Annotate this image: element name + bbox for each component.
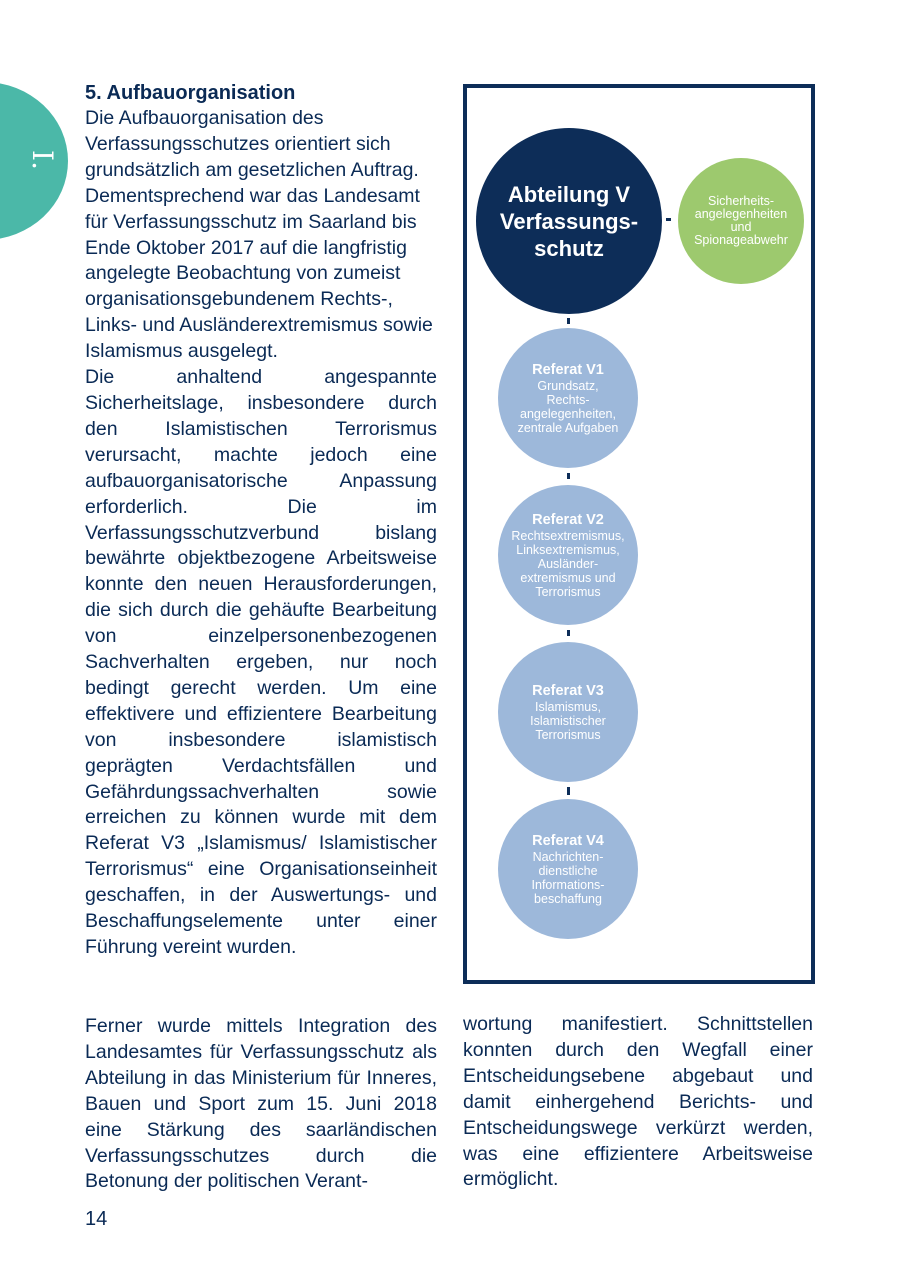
department-line-2: Verfassungs-: [499, 208, 639, 234]
staff-unit-circle: [678, 158, 804, 284]
unit-title-v3: Referat V3: [532, 682, 604, 699]
unit-line: Terrorismus: [535, 727, 601, 742]
page-number: 14: [85, 1208, 108, 1230]
unit-line: Informations-: [531, 877, 605, 892]
unit-line: dienstliche: [538, 863, 598, 878]
connector-v1: [567, 318, 570, 324]
unit-title-v2: Referat V2: [532, 511, 604, 528]
staff-unit-line-1: Sicherheits-: [708, 194, 774, 208]
unit-line: angelegenheiten,: [520, 406, 616, 421]
unit-line: Grundsatz,: [537, 378, 599, 393]
staff-unit-line-3: und: [730, 220, 752, 234]
connector-v3: [567, 630, 570, 636]
staff-unit-line-4: Spionageabwehr: [694, 233, 788, 247]
bottom-left-column: [85, 1014, 437, 1195]
main-text-column: [85, 80, 437, 961]
bottom-right-column: [463, 1012, 813, 1193]
department-line-3: schutz: [534, 235, 604, 261]
unit-line: zentrale Aufgaben: [517, 420, 619, 435]
unit-title-v1: Referat V1: [532, 361, 604, 378]
connector-v4: [567, 787, 570, 795]
unit-line: Islamismus,: [535, 699, 601, 714]
unit-title-v4: Referat V4: [532, 832, 604, 849]
connector-v2: [567, 473, 570, 479]
unit-line: Ausländer-: [537, 556, 599, 571]
section-heading: 5. Aufbauorganisation: [85, 82, 296, 104]
unit-line: Terrorismus: [535, 584, 601, 599]
section-tab-label: I.: [26, 150, 59, 170]
unit-line: Rechts-: [546, 392, 590, 407]
unit-circle-v4: [498, 799, 638, 939]
unit-line: Nachrichten-: [532, 849, 604, 864]
unit-line: Linksextremismus,: [516, 542, 620, 557]
connector-staff: [666, 218, 671, 221]
paragraph-3-start: Ferner wurde mittels Integration des Landesamtes für Verfassungsschutz als Abteilung in das Ministerium für Inneres, Bauen und Sport zum 15. Juni 2018 eine Stärkung des saarländischen Verfassungsschutzes durch die Betonung der politischen Verant-: [85, 1015, 437, 1193]
department-line-1: Abteilung V: [507, 181, 631, 207]
unit-line: Rechtsextremismus,: [511, 528, 625, 543]
unit-line: extremismus und: [520, 570, 616, 585]
unit-line: Islamistischer: [530, 713, 606, 728]
unit-circle-v3: [498, 642, 638, 782]
org-chart: [463, 84, 815, 984]
unit-line: beschaffung: [534, 891, 602, 906]
paragraph-3-end: wortung manifestiert. Schnittstellen konnten durch den Wegfall einer Entscheidungsebene abgebaut und damit einhergehend Berichts- und Entscheidungswege verkürzt werden, was eine effizientere Arbeitsweise ermöglicht.: [463, 1013, 813, 1191]
unit-circle-v2: [498, 485, 638, 625]
department-circle: [476, 128, 662, 314]
unit-circle-v1: [498, 328, 638, 468]
paragraph-1: Die Aufbauorganisation des Verfassungsschutzes orientiert sich grundsätzlich am gesetzlichen Auftrag. Dementsprechend war das Landesamt für Verfassungsschutz im Saarland bis Ende Oktober 2017 auf die langfristig angelegte Beobachtung von zumeist organisationsgebundenem Rechts-, Links- und Ausländerextremismus sowie Islamismus ausgelegt.: [85, 107, 433, 363]
paragraph-2: Die anhaltend angespannte Sicherheitslage, insbesondere durch den Islamistischen Terrorismus verursacht, machte jedoch eine aufbauorganisatorische Anpassung erforderlich. Die im Verfassungsschutzverbund bislang bewährte objektbezogene Arbeitsweise konnte den neuen Herausforderungen, die sich durch die gehäufte Bearbeitung von einzelpersonenbezogenen Sachverhalten ergeben, nur noch bedingt gerecht werden. Um eine effektivere und effizientere Bearbeitung von insbesondere islamistisch geprägten Verdachtsfällen und Gefährdungssachverhalten sowie erreichen zu können wurde mit dem Referat V3 „Islamismus/ Islamistischer Terrorismus“ eine Organisationseinheit geschaffen, in der Auswertungs- und Beschaffungselemente unter einer Führung vereint wurden.: [85, 366, 437, 958]
staff-unit-line-2: angelegenheiten: [694, 207, 788, 221]
